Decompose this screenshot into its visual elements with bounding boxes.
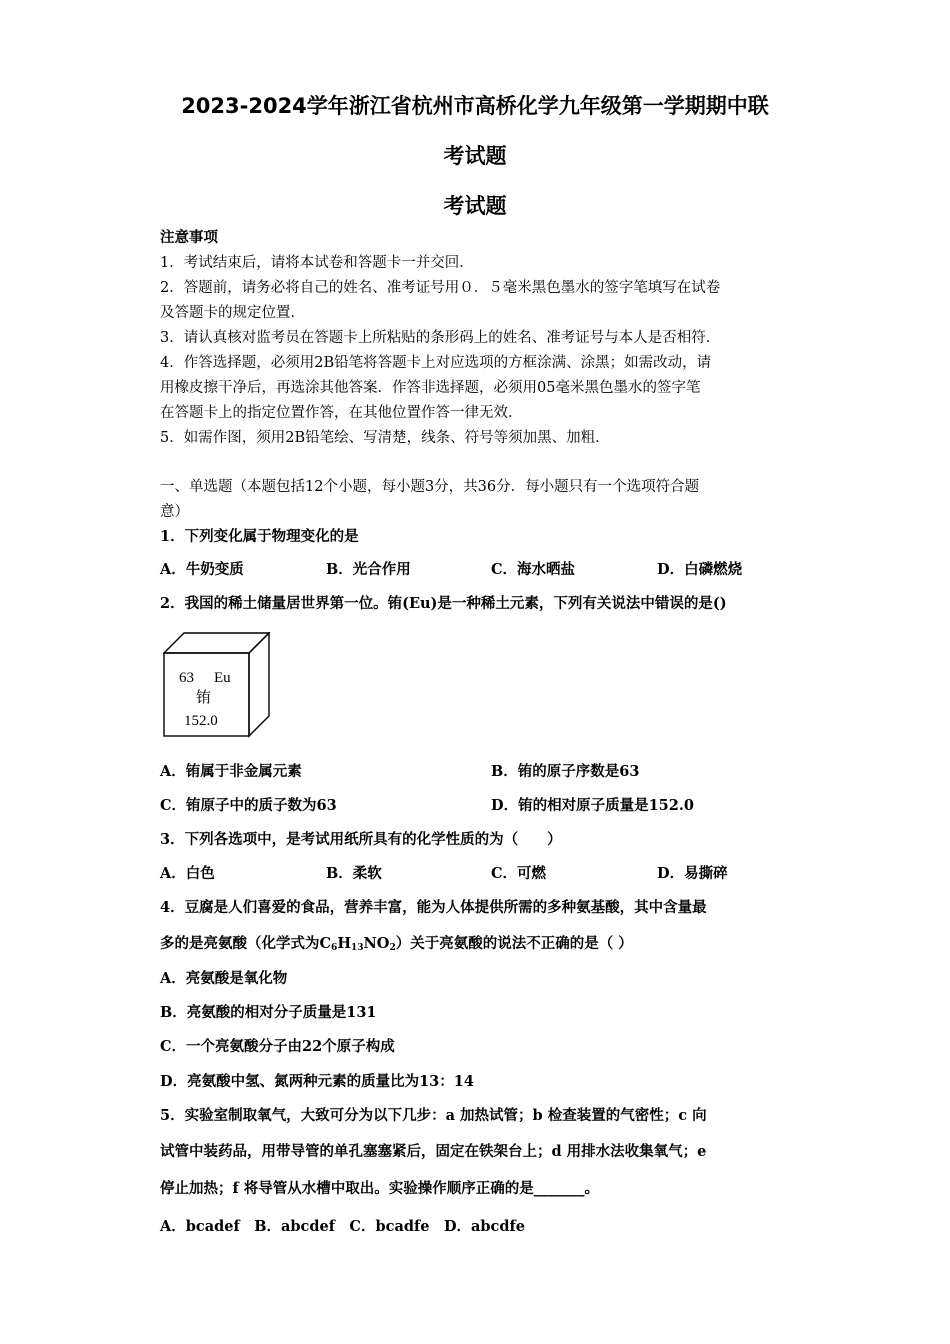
q2-option-d[interactable]: D．铕的相对原子质量是152.0 xyxy=(491,797,694,814)
q4-option-d[interactable]: D．亮氨酸中氢、氮两种元素的质量比为13：14 xyxy=(160,1073,474,1090)
question-4-stem-line2 xyxy=(160,934,633,958)
section-heading: 一、单选题（本题包括12个小题，每小题3分，共36分．每小题只有一个选项符合题 xyxy=(160,479,700,495)
question-2-stem: 2．我国的稀土储量居世界第一位。铕(Eu)是一种稀土元素，下列有关说法中错误的是() xyxy=(160,595,727,612)
exam-title-line2: 考试题 xyxy=(443,144,507,168)
section-heading-cont: 意） xyxy=(160,504,189,520)
notice-line: 4．作答选择题，必须用2B铅笔将答题卡上对应选项的方框涂满、涂黑；如需改动，请 xyxy=(160,355,712,371)
q1-option-a[interactable]: A．牛奶变质 xyxy=(160,561,244,578)
cube-side-face xyxy=(249,633,269,736)
q3-option-a[interactable]: A．白色 xyxy=(160,865,215,882)
notice-line: 5．如需作图，须用2B铅笔绘、写清楚，线条、符号等须加黑、加粗． xyxy=(160,430,610,446)
q4-option-c[interactable]: C．一个亮氨酸分子由22个原子构成 xyxy=(160,1038,395,1055)
element-symbol: Eu xyxy=(214,670,231,686)
q3-option-d[interactable]: D．易撕碎 xyxy=(657,865,728,882)
q2-option-a[interactable]: A．铕属于非金属元素 xyxy=(160,763,302,780)
cube-top-face xyxy=(164,633,269,653)
q4-stem-post: ）关于亮氨酸的说法不正确的是（ ） xyxy=(395,935,633,952)
q5-options[interactable]: A．bcadef B．abcdef C．bcadfe D．abcdfe xyxy=(160,1218,525,1235)
element-cell-figure xyxy=(163,632,273,742)
q4-stem-pre: 多的是亮氨酸（化学式为 xyxy=(160,935,320,952)
notice-line: 在答题卡上的指定位置作答，在其他位置作答一律无效． xyxy=(160,405,523,421)
q4-option-b[interactable]: B．亮氨酸的相对分子质量是131 xyxy=(160,1004,377,1021)
question-5-stem-line1: 5．实验室制取氧气，大致可分为以下几步：a 加热试管；b 检查装置的气密性；c 向 xyxy=(160,1107,707,1124)
question-3-stem: 3．下列各选项中，是考试用纸所具有的化学性质的为（ ） xyxy=(160,831,562,848)
notice-line: 1．考试结束后，请将本试卷和答题卡一并交回． xyxy=(160,255,474,271)
notice-line: 2．答题前，请务必将自己的姓名、准考证号用０．５毫米黑色墨水的签字笔填写在试卷 xyxy=(160,280,721,296)
q1-option-c[interactable]: C．海水晒盐 xyxy=(491,561,576,578)
question-1-stem: 1．下列变化属于物理变化的是 xyxy=(160,528,359,545)
question-5-stem-line3: 停止加热；f 将导管从水槽中取出。实验操作顺序正确的是_______。 xyxy=(160,1180,600,1197)
notice-line: 3．请认真核对监考员在答题卡上所粘贴的条形码上的姓名、准考证号与本人是否相符． xyxy=(160,330,721,346)
q3-option-b[interactable]: B．柔软 xyxy=(326,865,382,882)
exam-subtitle: 考试题 xyxy=(443,194,507,218)
q4-option-a[interactable]: A．亮氨酸是氧化物 xyxy=(160,970,288,987)
atomic-mass: 152.0 xyxy=(184,713,218,729)
question-5-stem-line2: 试管中装药品，用带导管的单孔塞塞紧后，固定在铁架台上；d 用排水法收集氧气；e xyxy=(160,1143,707,1160)
q3-option-c[interactable]: C．可燃 xyxy=(491,865,547,882)
leucine-formula: $C_6H_{13}NO_2$ xyxy=(319,935,396,953)
q2-option-b[interactable]: B．铕的原子序数是63 xyxy=(491,763,640,780)
q1-option-d[interactable]: D．白磷燃烧 xyxy=(657,561,743,578)
atomic-number: 63 xyxy=(179,670,194,686)
notice-heading: 注意事项 xyxy=(160,229,218,246)
notice-line: 用橡皮擦干净后，再选涂其他答案．作答非选择题，必须用05毫米黑色墨水的签字笔 xyxy=(160,380,701,396)
q1-option-b[interactable]: B．光合作用 xyxy=(326,561,411,578)
element-name: 铕 xyxy=(196,690,212,706)
q2-option-c[interactable]: C．铕原子中的质子数为63 xyxy=(160,797,337,814)
question-4-stem-line1: 4．豆腐是人们喜爱的食品，营养丰富，能为人体提供所需的多种氨基酸，其中含量最 xyxy=(160,899,707,916)
exam-title-line1: 2023-2024学年浙江省杭州市高桥化学九年级第一学期期中联 xyxy=(181,94,769,118)
notice-line: 及答题卡的规定位置． xyxy=(160,305,305,321)
